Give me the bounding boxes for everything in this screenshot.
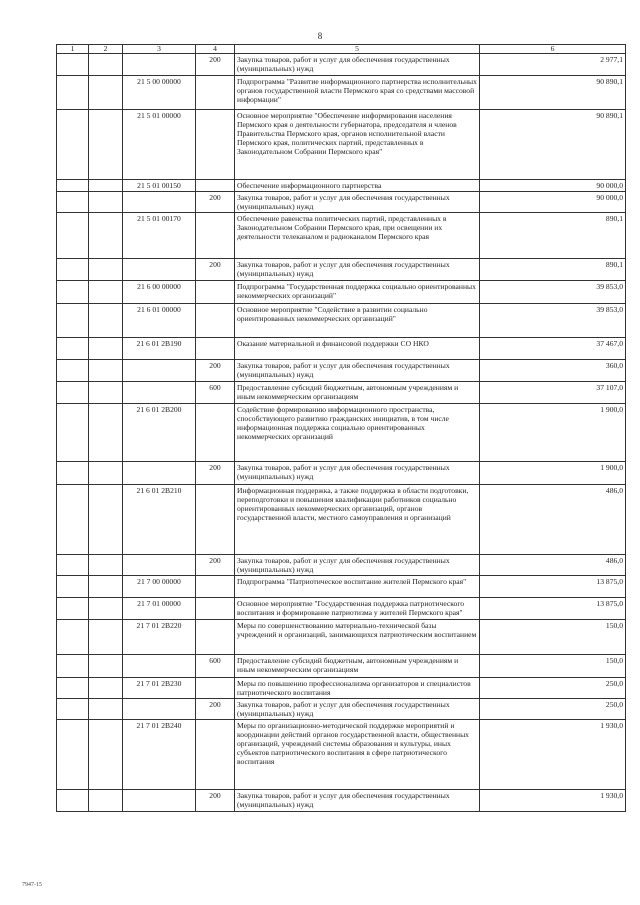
table-row (57, 555, 626, 576)
name-cell: Закупка товаров, работ и услуг для обеспечения государственных (муниципальных) нужд (235, 790, 480, 812)
name-cell: Меры по организационно-методической поддержке мероприятий и координации действий органов государственной власти, общественных организаций, учреждений системы образования и культуры, иных субъектов патриотического воспитания в сфере патриотического воспитания (235, 720, 480, 790)
empty-cell (57, 655, 89, 678)
name-cell: Основное мероприятие "Содействие в развитии социально ориентированных некоммерческих организаций" (235, 304, 480, 338)
amount-cell: 39 853,0 (480, 304, 626, 338)
empty-cell (89, 54, 123, 76)
empty-cell (57, 790, 89, 812)
code-cell: 21 7 01 00000 (123, 598, 196, 620)
expense-type-cell (196, 213, 235, 259)
amount-cell: 13 875,0 (480, 576, 626, 598)
amount-cell: 890,1 (480, 213, 626, 259)
name-cell: Подпрограмма "Развитие информационного партнерства исполнительных органов государственной власти Пермского края со средствами массовой информации" (235, 76, 480, 110)
name-cell: Информационная поддержка, а также поддержка в области подготовки, переподготовки и повышения квалификации работников социально ориентированных некоммерческих организаций, органов государственной власти, местного самоуправления и организаций (235, 485, 480, 555)
table-row (57, 576, 626, 598)
name-cell: Основное мероприятие "Обеспечение информирования населения Пермского края о деятельности губернатора, председателя и членов Правительства Пермского края, органов исполнительной власти Пермского края, политических партий, представленных в Законодательном Собрании Пермского края" (235, 110, 480, 180)
expense-type-cell (196, 76, 235, 110)
table-row (57, 54, 626, 76)
name-cell: Закупка товаров, работ и услуг для обеспечения государственных (муниципальных) нужд (235, 360, 480, 382)
empty-cell (89, 259, 123, 281)
expense-type-cell: 200 (196, 259, 235, 281)
empty-cell (89, 76, 123, 110)
table-row (57, 213, 626, 259)
empty-cell (57, 281, 89, 304)
expense-type-cell (196, 110, 235, 180)
table-row (57, 281, 626, 304)
table-row (57, 304, 626, 338)
code-cell: 21 7 01 2В240 (123, 720, 196, 790)
name-cell: Предоставление субсидий бюджетным, автономным учреждениям и иным некоммерческим организациям (235, 382, 480, 404)
column-header: 1 (57, 45, 89, 54)
code-cell (123, 360, 196, 382)
table-row (57, 678, 626, 699)
code-cell: 21 5 01 00000 (123, 110, 196, 180)
name-cell: Закупка товаров, работ и услуг для обеспечения государственных (муниципальных) нужд (235, 462, 480, 485)
empty-cell (89, 655, 123, 678)
expense-type-cell: 200 (196, 360, 235, 382)
table-row (57, 192, 626, 213)
code-cell: 21 5 00 00000 (123, 76, 196, 110)
name-cell: Оказание материальной и финансовой поддержки СО НКО (235, 338, 480, 360)
empty-cell (89, 790, 123, 812)
expense-type-cell: 200 (196, 192, 235, 213)
amount-cell: 250,0 (480, 699, 626, 720)
name-cell: Закупка товаров, работ и услуг для обеспечения государственных (муниципальных) нужд (235, 259, 480, 281)
expense-type-cell (196, 338, 235, 360)
code-cell: 21 6 01 2В190 (123, 338, 196, 360)
expense-type-cell (196, 620, 235, 655)
amount-cell: 13 875,0 (480, 598, 626, 620)
expense-type-cell (196, 404, 235, 462)
expense-type-cell: 600 (196, 382, 235, 404)
expense-type-cell: 200 (196, 699, 235, 720)
table-row (57, 699, 626, 720)
empty-cell (57, 382, 89, 404)
expense-type-cell (196, 598, 235, 620)
empty-cell (89, 576, 123, 598)
empty-cell (57, 720, 89, 790)
name-cell: Закупка товаров, работ и услуг для обеспечения государственных (муниципальных) нужд (235, 555, 480, 576)
table-row (57, 485, 626, 555)
page-number: 8 (317, 31, 323, 41)
code-cell: 21 7 01 2В220 (123, 620, 196, 655)
amount-cell: 890,1 (480, 259, 626, 281)
code-cell (123, 655, 196, 678)
empty-cell (57, 555, 89, 576)
code-cell: 21 6 01 2В210 (123, 485, 196, 555)
code-cell: 21 5 01 00150 (123, 180, 196, 192)
amount-cell: 90 000,0 (480, 192, 626, 213)
code-cell: 21 5 01 00170 (123, 213, 196, 259)
code-cell (123, 790, 196, 812)
name-cell: Предоставление субсидий бюджетным, автономным учреждениям и иным некоммерческим организациям (235, 655, 480, 678)
amount-cell: 37 107,0 (480, 382, 626, 404)
empty-cell (57, 462, 89, 485)
name-cell: Подпрограмма "Патриотическое воспитание жителей Пермского края" (235, 576, 480, 598)
empty-cell (89, 110, 123, 180)
amount-cell: 486,0 (480, 485, 626, 555)
code-cell: 21 7 01 2В230 (123, 678, 196, 699)
table-row (57, 76, 626, 110)
code-cell (123, 259, 196, 281)
amount-cell: 360,0 (480, 360, 626, 382)
table-row (57, 110, 626, 180)
name-cell: Меры по совершенствованию материально-технической базы учреждений и организаций, занимающихся патриотическим воспитанием (235, 620, 480, 655)
table-row (57, 259, 626, 281)
amount-cell: 486,0 (480, 555, 626, 576)
column-header: 3 (123, 45, 196, 54)
name-cell: Меры по повышению профессионализма организаторов и специалистов патриотического воспитания (235, 678, 480, 699)
code-cell: 21 6 01 00000 (123, 304, 196, 338)
empty-cell (57, 259, 89, 281)
empty-cell (57, 110, 89, 180)
empty-cell (89, 404, 123, 462)
amount-cell: 1 930,0 (480, 790, 626, 812)
empty-cell (57, 485, 89, 555)
empty-cell (57, 576, 89, 598)
footer-code: 7947-15 (22, 882, 42, 888)
table-row (57, 655, 626, 678)
expense-type-cell: 600 (196, 655, 235, 678)
table-row (57, 180, 626, 192)
column-header: 4 (196, 45, 235, 54)
name-cell: Содействие формированию информационного пространства, способствующего развитию гражданских инициатив, в том числе информационная поддержка социально ориентированных некоммерческих организаций (235, 404, 480, 462)
table-row (57, 790, 626, 812)
table-row (57, 404, 626, 462)
empty-cell (89, 304, 123, 338)
empty-cell (89, 281, 123, 304)
empty-cell (89, 180, 123, 192)
amount-cell: 1 900,0 (480, 462, 626, 485)
empty-cell (57, 180, 89, 192)
empty-cell (57, 598, 89, 620)
amount-cell: 90 890,1 (480, 76, 626, 110)
empty-cell (57, 304, 89, 338)
empty-cell (89, 192, 123, 213)
expense-type-cell (196, 720, 235, 790)
table-row (57, 360, 626, 382)
amount-cell: 250,0 (480, 678, 626, 699)
expense-type-cell (196, 485, 235, 555)
empty-cell (89, 678, 123, 699)
empty-cell (89, 485, 123, 555)
column-header: 6 (480, 45, 626, 54)
empty-cell (57, 54, 89, 76)
expense-type-cell (196, 304, 235, 338)
expense-type-cell: 200 (196, 462, 235, 485)
empty-cell (57, 360, 89, 382)
amount-cell: 2 977,1 (480, 54, 626, 76)
code-cell (123, 382, 196, 404)
expense-type-cell: 200 (196, 790, 235, 812)
code-cell: 21 7 00 00000 (123, 576, 196, 598)
amount-cell: 90 000,0 (480, 180, 626, 192)
table-row (57, 720, 626, 790)
empty-cell (57, 192, 89, 213)
code-cell (123, 555, 196, 576)
empty-cell (57, 404, 89, 462)
expense-type-cell: 200 (196, 54, 235, 76)
header-row (57, 45, 626, 54)
empty-cell (89, 620, 123, 655)
code-cell (123, 699, 196, 720)
amount-cell: 150,0 (480, 620, 626, 655)
code-cell: 21 6 00 00000 (123, 281, 196, 304)
empty-cell (89, 382, 123, 404)
name-cell: Основное мероприятие "Государственная поддержка патриотического воспитания и формирование патриотизма у жителей Пермского края" (235, 598, 480, 620)
empty-cell (89, 699, 123, 720)
amount-cell: 1 900,0 (480, 404, 626, 462)
empty-cell (89, 213, 123, 259)
table-row (57, 462, 626, 485)
name-cell: Подпрограмма "Государственная поддержка социально ориентированных некоммерческих организаций" (235, 281, 480, 304)
expense-type-cell (196, 281, 235, 304)
empty-cell (89, 720, 123, 790)
empty-cell (57, 620, 89, 655)
amount-cell: 90 890,1 (480, 110, 626, 180)
table-row (57, 338, 626, 360)
expense-type-cell (196, 678, 235, 699)
code-cell (123, 462, 196, 485)
amount-cell: 39 853,0 (480, 281, 626, 304)
name-cell: Обеспечение информационного партнерства (235, 180, 480, 192)
empty-cell (57, 338, 89, 360)
code-cell (123, 54, 196, 76)
expense-type-cell: 200 (196, 555, 235, 576)
empty-cell (89, 360, 123, 382)
table-row (57, 620, 626, 655)
empty-cell (89, 555, 123, 576)
table-row (57, 382, 626, 404)
empty-cell (57, 213, 89, 259)
code-cell: 21 6 01 2В200 (123, 404, 196, 462)
empty-cell (57, 678, 89, 699)
expense-type-cell (196, 180, 235, 192)
budget-table (56, 44, 626, 812)
empty-cell (89, 338, 123, 360)
column-header: 5 (235, 45, 480, 54)
empty-cell (89, 462, 123, 485)
table-row (57, 598, 626, 620)
empty-cell (57, 76, 89, 110)
amount-cell: 1 930,0 (480, 720, 626, 790)
amount-cell: 37 467,0 (480, 338, 626, 360)
amount-cell: 150,0 (480, 655, 626, 678)
expense-type-cell (196, 576, 235, 598)
name-cell: Закупка товаров, работ и услуг для обеспечения государственных (муниципальных) нужд (235, 699, 480, 720)
name-cell: Закупка товаров, работ и услуг для обеспечения государственных (муниципальных) нужд (235, 54, 480, 76)
name-cell: Обеспечение равенства политических партий, представленных в Законодательном Собрании Пермского края, при освещении их деятельности телеканалом и радиоканалом Пермского края (235, 213, 480, 259)
name-cell: Закупка товаров, работ и услуг для обеспечения государственных (муниципальных) нужд (235, 192, 480, 213)
empty-cell (89, 598, 123, 620)
empty-cell (57, 699, 89, 720)
column-header: 2 (89, 45, 123, 54)
code-cell (123, 192, 196, 213)
